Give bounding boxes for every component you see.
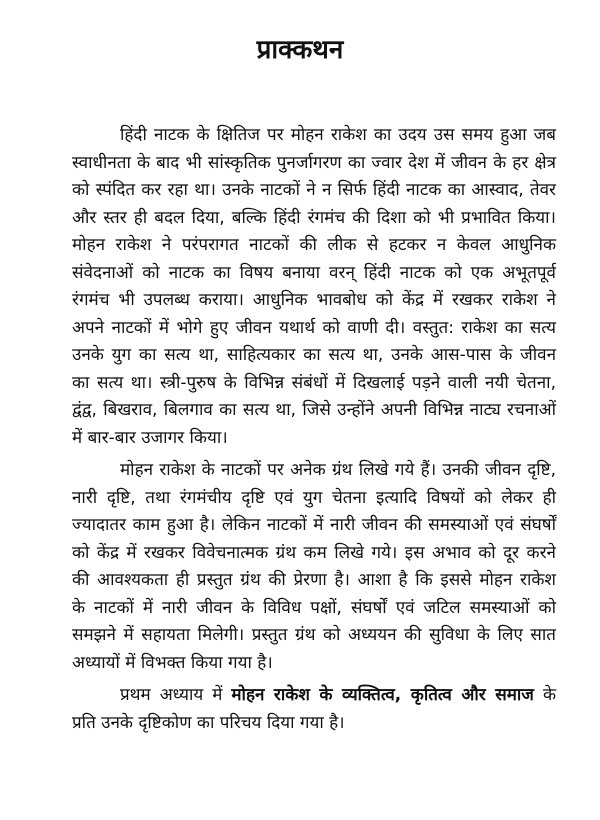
paragraph-line: रंगमंच भी उपलब्ध कराया। आधुनिक भावबोध को केंद्र में रखकर राकेश ने <box>72 290 556 310</box>
paragraph-line: मोहन राकेश ने परंपरागत नाटकों की लीक से हटकर न केवल आधुनिक <box>72 235 556 255</box>
paragraph-line: को स्पंदित कर रहा था। उनके नाटकों ने न सिर्फ हिंदी नाटक का आस्वाद, तेवर <box>72 180 556 200</box>
paragraph-line: मोहन राकेश के नाटकों पर अनेक ग्रंथ लिखे गये हैं। उनकी जीवन दृष्टि, <box>120 460 556 480</box>
paragraph-line: को केंद्र में रखकर विवेचनात्मक ग्रंथ कम लिखे गये। इस अभाव को दूर करने <box>72 542 556 563</box>
paragraph-line: उनके युग का सत्य था, साहित्यकार का सत्य था, उनके आस-पास के जीवन <box>72 345 556 365</box>
paragraph-line: का सत्य था। स्त्री-पुरुष के विभिन्न संबंधों में दिखलाई पड़ने वाली नयी चेतना, <box>72 372 556 393</box>
text-run: प्रथम अध्याय में <box>120 685 223 705</box>
paragraph-line: अध्यायों में विभक्त किया गया है। <box>72 652 273 673</box>
paragraph-line: समझने में सहायता मिलेगी। प्रस्तुत ग्रंथ को अध्ययन की सुविधा के लिए सात <box>72 625 556 645</box>
document-body <box>72 122 556 742</box>
paragraph-line: नारी दृष्टि, तथा रंगमंचीय दृष्टि एवं युग चेतना इत्यादि विषयों को लेकर ही <box>72 487 556 508</box>
paragraph-line: हिंदी नाटक के क्षितिज पर मोहन राकेश का उदय उस समय हुआ जब <box>120 125 557 145</box>
paragraph-line: में बार-बार उजागर किया। <box>72 427 228 448</box>
paragraph-line: ज्यादातर काम हुआ है। लेकिन नाटकों में नारी जीवन की समस्याओं एवं संघर्षों <box>72 515 556 535</box>
page-title: प्राक्कथन <box>256 35 344 65</box>
paragraph-line: अपने नाटकों में भोगे हुए जीवन यथार्थ को वाणी दी। वस्तुत: राकेश का सत्य <box>72 317 556 338</box>
paragraph-2 <box>72 457 556 677</box>
paragraph-line: संवेदनाओं को नाटक का विषय बनाया वरन् हिंदी नाटक को एक अभूतपूर्व <box>72 262 556 283</box>
paragraph-line <box>72 682 556 710</box>
paragraph-line: प्रति उनके दृष्टिकोण का परिचय दिया गया है। <box>72 712 345 733</box>
paragraph-line: द्वंद्व, बिखराव, बिलगाव का सत्य था, जिसे उन्होंने अपनी विभिन्न नाट्य रचनाओं <box>72 400 556 420</box>
text-run: के <box>542 685 556 705</box>
paragraph-3 <box>72 682 556 737</box>
paragraph-line: स्वाधीनता के बाद भी सांस्कृतिक पुनर्जागरण का ज्वार देश में जीवन के हर क्षेत्र <box>72 152 556 173</box>
paragraph-1 <box>72 122 556 452</box>
bold-text-run: मोहन राकेश के व्यक्तित्व, कृतित्व और समाज <box>231 685 534 705</box>
paragraph-line: की आवश्यकता ही प्रस्तुत ग्रंथ की प्रेरणा है। आशा है कि इससे मोहन राकेश <box>72 570 556 590</box>
paragraph-line: के नाटकों में नारी जीवन के विविध पक्षों, संघर्षों एवं जटिल समस्याओं को <box>72 597 556 618</box>
paragraph-line: और स्तर ही बदल दिया, बल्कि हिंदी रंगमंच की दिशा को भी प्रभावित किया। <box>72 207 556 228</box>
